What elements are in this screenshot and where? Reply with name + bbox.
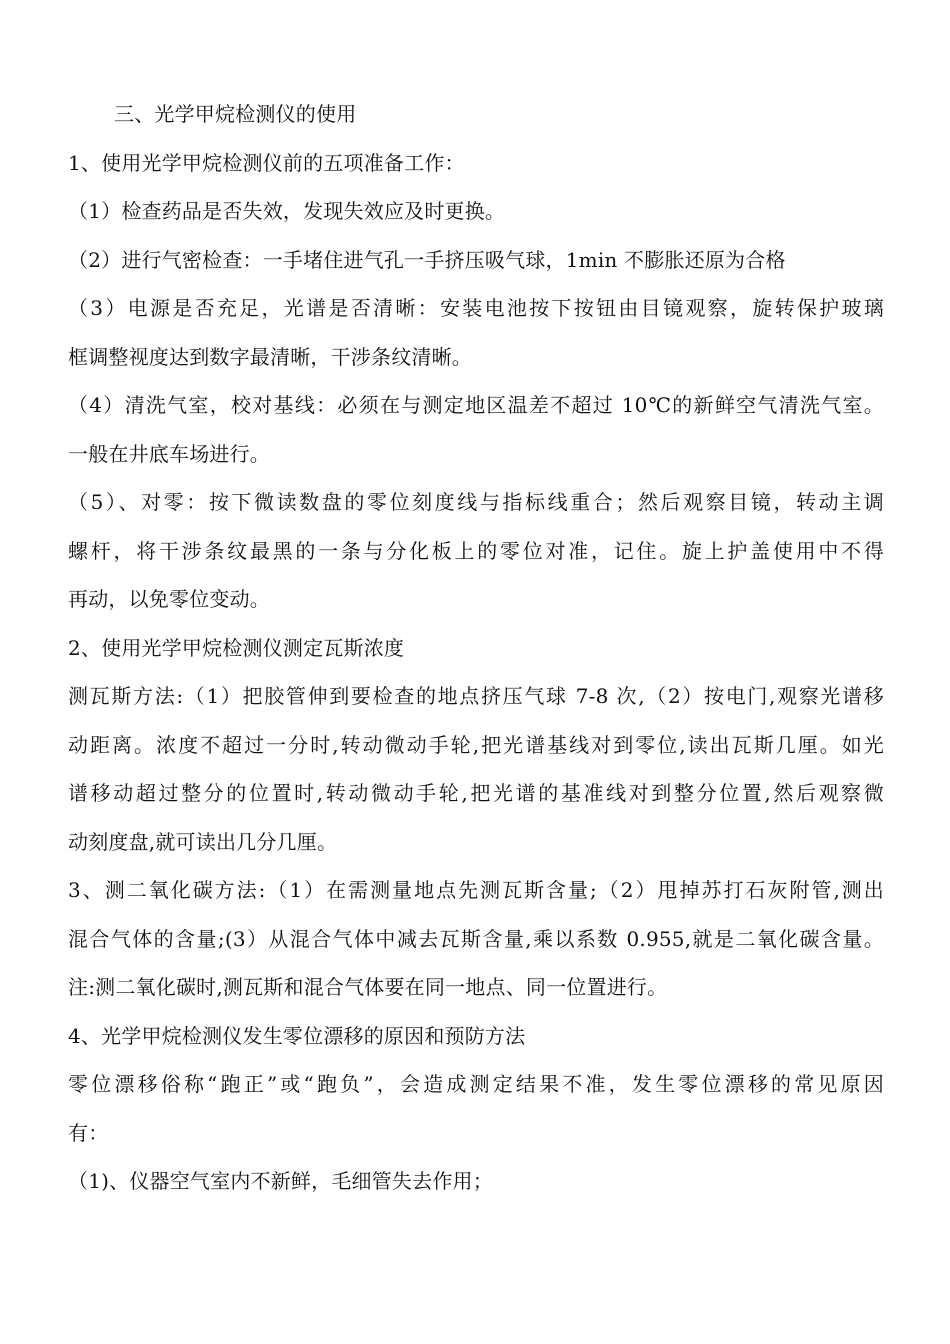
section-4-line-1: 零位漂移俗称“跑正”或“跑负”，会造成测定结果不准，发生零位漂移的常见原因 — [68, 1072, 884, 1096]
prep-item-4-line-2: 一般在井底车场进行。 — [68, 441, 270, 466]
section-2-line-2: 动距离。浓度不超过一分时,转动微动手轮,把光谱基线对到零位,读出瓦斯几厘。如光 — [68, 732, 884, 757]
prep-item-5-line-2: 螺杆，将干涉条纹最黑的一条与分化板上的零位对准，记住。旋上护盖使用中不得 — [68, 538, 884, 563]
section-2-line-4: 动刻度盘,就可读出几分几厘。 — [68, 829, 338, 854]
prep-item-2: （2）进行气密检查：一手堵住进气孔一手挤压吸气球，1min 不膨胀还原为合格 — [68, 247, 786, 272]
section-2-heading: 2、使用光学甲烷检测仪测定瓦斯浓度 — [68, 635, 405, 660]
prep-item-3-line-1: （3）电源是否充足，光谱是否清晰：安装电池按下按钮由目镜观察，旋转保护玻璃 — [68, 296, 884, 320]
prep-item-4-line-1: （4）清洗气室，校对基线：必须在与测定地区温差不超过 10℃的新鲜空气清洗气室。 — [68, 393, 884, 417]
prep-item-1: （1）检查药品是否失效，发现失效应及时更换。 — [68, 199, 506, 223]
prep-item-3-line-2: 框调整视度达到数字最清晰，干涉条纹清晰。 — [68, 344, 472, 369]
section-title: 三、光学甲烷检测仪的使用 — [114, 102, 357, 126]
section-4-line-3: （1)、仪器空气室内不新鲜，毛细管失去作用； — [68, 1169, 493, 1193]
section-4-line-2: 有： — [68, 1120, 109, 1145]
section-3-line-3: 注:测二氧化碳时,测瓦斯和混合气体要在同一地点、同一位置进行。 — [68, 975, 668, 999]
section-2-line-3: 谱移动超过整分的位置时,转动微动手轮,把光谱的基准线对到整分位置,然后观察微 — [68, 781, 884, 805]
prep-item-5-line-3: 再动，以免零位变动。 — [68, 587, 270, 611]
section-4-heading: 4、光学甲烷检测仪发生零位漂移的原因和预防方法 — [68, 1023, 526, 1048]
section-2-line-1: 测瓦斯方法:（1）把胶管伸到要检查的地点挤压气球 7-8 次,（2）按电门,观察光谱移 — [68, 684, 884, 708]
section-3-line-1: 3、测二氧化碳方法:（1）在需测量地点先测瓦斯含量;（2）甩掉苏打石灰附管,测出 — [68, 878, 884, 902]
section-3-line-2: 混合气体的含量;(3）从混合气体中减去瓦斯含量,乘以系数 0.955,就是二氧化碳含量。 — [68, 926, 884, 951]
section-1-heading: 1、使用光学甲烷检测仪前的五项准备工作： — [68, 150, 465, 175]
document-page — [68, 90, 884, 1206]
prep-item-5-line-1: （5）、对零：按下微读数盘的零位刻度线与指标线重合；然后观察目镜，转动主调 — [68, 490, 884, 514]
